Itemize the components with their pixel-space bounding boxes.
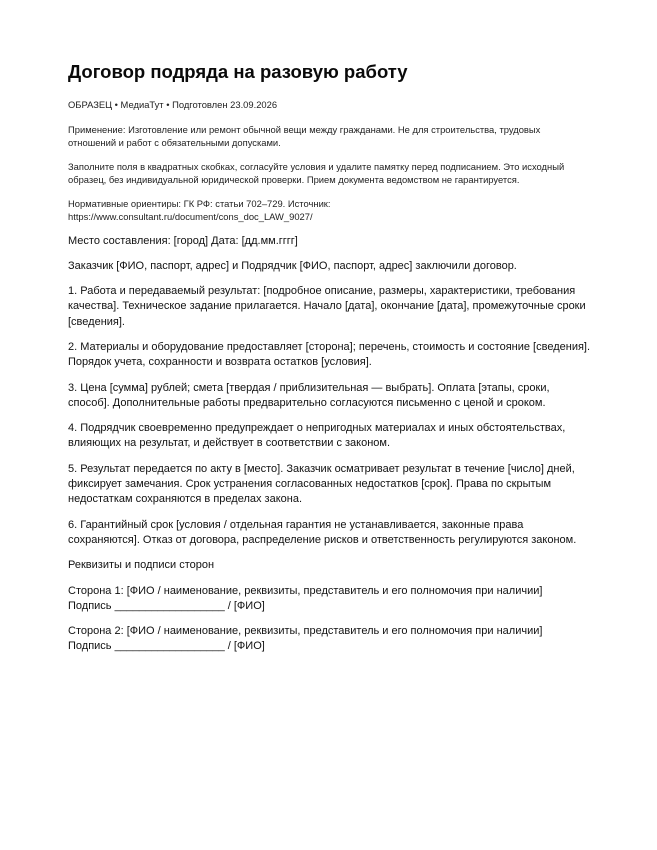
party-2-block xyxy=(68,624,591,655)
document-meta-line: ОБРАЗЕЦ • МедиаТут • Подготовлен 23.09.2026 xyxy=(68,99,278,110)
party-2-details: Сторона 2: [ФИО / наименование, реквизиты, представитель и его полномочия при наличии] xyxy=(68,625,543,638)
party-1-signature-line: Подпись __________________ / [ФИО] xyxy=(68,599,265,612)
fill-instructions-note: Заполните поля в квадратных скобках, согласуйте условия и удалите памятку перед подписанием. Это исходный образец, без индивидуальной юридической проверки. Прием документа ведомством не гарантируется. xyxy=(68,160,565,185)
clause-4: 4. Подрядчик своевременно предупреждает о непригодных материалах и иных обстоятельствах, влияющих на результат, и действует в соответствии с законом. xyxy=(68,422,566,450)
requisites-heading: Реквизиты и подписи сторон xyxy=(68,559,215,572)
clause-6: 6. Гарантийный срок [условия / отдельная гарантия не устанавливается, законные права сохраняются]. Отказ от договора, распределение рисков и ответственность регулируются законом. xyxy=(68,518,577,546)
legal-references-text: Нормативные ориентиры: ГК РФ: статьи 702–729. Источник: xyxy=(68,197,331,209)
clause-1: 1. Работа и передаваемый результат: [подробное описание, размеры, характеристики, требования качества]. Техническое задание прилагается. Начало [дата], окончание [дата], промежуточные сроки [сведения]. xyxy=(68,285,586,328)
clause-3: 3. Цена [сумма] рублей; смета [твердая / приблизительная — выбрать]. Оплата [этапы, сроки, способ]. Дополнительные работы предварительно согласуются письменно с ценой и сроком. xyxy=(68,381,550,409)
document-title: Договор подряда на разовую работу xyxy=(68,61,408,82)
party-1-details: Сторона 1: [ФИО / наименование, реквизиты, представитель и его полномочия при наличии] xyxy=(68,584,543,597)
application-note: Применение: Изготовление или ремонт обычной вещи между гражданами. Не для строительства, трудовых отношений и работ с обязательными допусками. xyxy=(68,123,541,148)
party-2-signature-line: Подпись __________________ / [ФИО] xyxy=(68,640,265,653)
clause-2: 2. Материалы и оборудование предоставляет [сторона]; перечень, стоимость и состояние [сведения]. Порядок учета, сохранности и возврата остатков [условия]. xyxy=(68,340,591,369)
clause-5: 5. Результат передается по акту в [место]. Заказчик осматривает результат в течение [число] дней, фиксирует замечания. Срок устранения согласованных недостатков [срок]. Права по скрытым недостаткам сохраняются в пределах закона. xyxy=(68,462,575,506)
place-and-date: Место составления: [город] Дата: [дд.мм.гггг] xyxy=(68,234,298,247)
parties-statement: Заказчик [ФИО, паспорт, адрес] и Подрядчик [ФИО, паспорт, адрес] заключили договор. xyxy=(68,259,517,272)
legal-references xyxy=(68,197,591,223)
party-1-block xyxy=(68,584,591,615)
legal-source-url: https://www.consultant.ru/document/cons_doc_LAW_9027/ xyxy=(68,210,313,222)
